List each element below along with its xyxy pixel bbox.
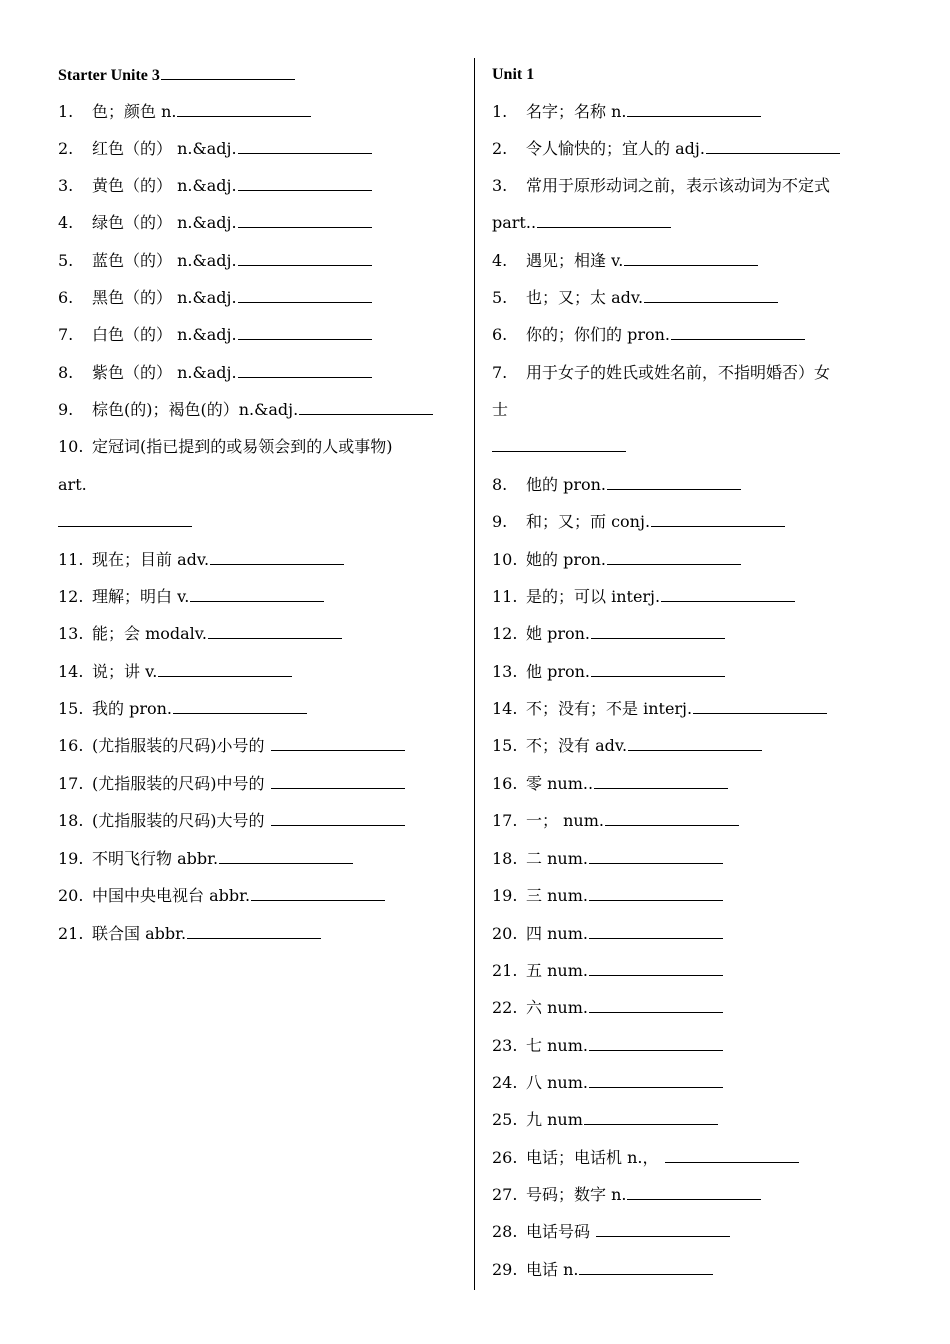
item-text: 现在；目前 adv. [92,550,210,569]
item-number: 9. [492,512,508,531]
answer-blank[interactable] [693,699,827,714]
list-item [492,512,785,532]
answer-blank[interactable] [173,699,307,714]
right-heading-text: Unit 1 [492,66,535,83]
list-item [58,811,405,831]
list-item [58,512,192,532]
list-item [492,811,739,831]
answer-blank[interactable] [210,550,344,565]
item-text: 七 num. [526,1036,588,1055]
list-item [58,139,372,159]
item-text: 黄色（的） n.&adj. [92,176,237,195]
answer-blank[interactable] [177,102,311,117]
answer-blank[interactable] [628,736,762,751]
list-item [492,400,508,420]
item-number: 27. [492,1185,518,1204]
list-item [492,998,723,1018]
answer-blank[interactable] [251,886,385,901]
answer-blank[interactable] [537,213,671,228]
answer-blank[interactable] [591,662,725,677]
item-number: 1. [492,102,508,121]
item-number: 15. [58,699,84,718]
answer-blank[interactable] [596,1222,730,1237]
item-text: (尤指服装的尺码)中号的 [92,774,270,793]
item-number: 26. [492,1148,518,1167]
answer-blank[interactable] [591,624,725,639]
item-text: 黑色（的） n.&adj. [92,288,237,307]
answer-blank[interactable] [238,288,372,303]
item-text: 红色（的） n.&adj. [92,139,237,158]
list-item [58,662,292,682]
item-text: 二 num. [526,849,588,868]
answer-blank[interactable] [665,1148,799,1163]
item-number: 10. [492,550,518,569]
item-number: 20. [58,886,84,905]
item-number: 18. [492,849,518,868]
item-text: 色；颜色 n. [92,102,177,121]
answer-blank[interactable] [644,288,778,303]
item-text: 棕色(的)；褐色(的）n.&adj. [92,400,299,419]
list-item [58,288,372,308]
list-item [58,475,87,495]
item-text: 我的 pron. [92,699,173,718]
item-number: 7. [58,325,74,344]
item-text: (尤指服装的尺码)大号的 [92,811,270,830]
list-item [492,139,840,159]
item-number: 7. [492,363,508,382]
list-item [58,849,353,869]
list-item [58,251,372,271]
answer-blank[interactable] [219,849,353,864]
answer-blank[interactable] [589,1073,723,1088]
list-item [492,587,795,607]
item-number: 6. [58,288,74,307]
item-text: 她 pron. [526,624,591,643]
item-text: 联合国 abbr. [92,924,187,943]
item-text: 不明飞行物 abbr. [92,849,219,868]
item-text: 六 num. [526,998,588,1017]
list-item [492,325,805,345]
list-item [58,587,324,607]
answer-blank[interactable] [589,961,723,976]
list-item [492,1110,718,1130]
list-item [492,1222,730,1242]
item-text: 蓝色（的） n.&adj. [92,251,237,270]
list-item [58,213,372,233]
item-text: 中国中央电视台 abbr. [92,886,251,905]
item-text: 五 num. [526,961,588,980]
item-number: 4. [58,213,74,232]
list-item [492,624,725,644]
answer-blank[interactable] [589,998,723,1013]
item-text: (尤指服装的尺码)小号的 [92,736,270,755]
answer-blank[interactable] [238,176,372,191]
item-number: 8. [58,363,74,382]
list-item [492,736,762,756]
item-number: 23. [492,1036,518,1055]
list-item [58,624,342,644]
right-heading [492,65,534,85]
item-number: 13. [492,662,518,681]
answer-blank[interactable] [187,924,321,939]
left-heading [58,65,295,85]
item-text: 紫色（的） n.&adj. [92,363,237,382]
item-text: 电话号码 [526,1222,596,1241]
item-text: 电话 n. [526,1260,579,1279]
answer-blank[interactable] [607,550,741,565]
item-text: 一； num. [526,811,604,830]
item-number: 3. [492,176,508,195]
item-number: 18. [58,811,84,830]
answer-blank[interactable] [607,475,741,490]
item-text: 定冠词(指已提到的或易领会到的人或事物) [92,437,393,456]
answer-blank[interactable] [589,924,723,939]
answer-blank[interactable] [299,400,433,415]
item-text: 她的 pron. [526,550,607,569]
list-item [492,550,741,570]
left-heading-text: Starter Unite 3 [58,67,160,84]
list-item [492,176,830,196]
list-item [492,1260,713,1280]
item-number: 16. [492,774,518,793]
list-item [58,924,321,944]
answer-blank[interactable] [492,437,626,452]
item-number: 10. [58,437,84,456]
item-text: 令人愉快的；宜人的 adj. [526,139,705,158]
item-number: 14. [492,699,518,718]
list-item [58,325,372,345]
answer-blank[interactable] [58,512,192,527]
item-number: 4. [492,251,508,270]
item-text: 八 num. [526,1073,588,1092]
list-item [492,437,626,457]
list-item [58,400,433,420]
item-text: 电话；电话机 n.， [526,1148,664,1167]
answer-blank[interactable] [605,811,739,826]
item-text: 是的；可以 interj. [526,587,661,606]
item-number: 12. [492,624,518,643]
item-text: 遇见；相逢 v. [526,251,624,270]
item-text: 他 pron. [526,662,591,681]
answer-blank[interactable] [627,1185,761,1200]
item-text: 不；没有；不是 interj. [526,699,693,718]
item-text: 士 [492,400,509,419]
answer-blank[interactable] [624,251,758,266]
list-item [492,1148,799,1168]
item-text: 能；会 modalv. [92,624,208,643]
item-number: 22. [492,998,518,1017]
item-number: 8. [492,475,508,494]
item-text: 常用于原形动词之前，表示该动词为不定式 [526,176,831,195]
list-item [492,886,723,906]
list-item [58,437,393,457]
item-text: 零 num.. [526,774,594,793]
answer-blank[interactable] [271,811,405,826]
item-text: 号码；数字 n. [526,1185,627,1204]
answer-blank[interactable] [589,849,723,864]
answer-blank[interactable] [271,736,405,751]
answer-blank[interactable] [671,325,805,340]
answer-blank[interactable] [661,587,795,602]
answer-blank[interactable] [584,1110,718,1125]
item-text: 九 num [526,1110,583,1129]
answer-blank[interactable] [158,662,292,677]
list-item [492,849,723,869]
item-number: 12. [58,587,84,606]
answer-blank[interactable] [627,102,761,117]
item-number: 15. [492,736,518,755]
list-item [58,886,385,906]
list-item [492,363,830,383]
list-item [58,774,405,794]
item-text: 四 num. [526,924,588,943]
item-text: 名字；名称 n. [526,102,627,121]
list-item [58,102,311,122]
item-text: 和；又；而 conj. [526,512,651,531]
item-number: 5. [492,288,508,307]
list-item [492,1185,761,1205]
list-item [492,774,728,794]
list-item [492,961,723,981]
list-item [58,699,307,719]
item-text: 你的；你们的 pron. [526,325,671,344]
answer-blank[interactable] [238,213,372,228]
list-item [492,1036,723,1056]
item-number: 5. [58,251,74,270]
list-item [492,1073,723,1093]
item-number: 19. [58,849,84,868]
answer-blank[interactable] [271,774,405,789]
item-text: 白色（的） n.&adj. [92,325,237,344]
item-number: 29. [492,1260,518,1279]
list-item [492,662,725,682]
item-number: 17. [58,774,84,793]
list-item [492,213,671,233]
item-text: 也；又；太 adv. [526,288,644,307]
item-number: 21. [492,961,518,980]
answer-blank[interactable] [238,325,372,340]
answer-blank[interactable] [161,65,295,80]
answer-blank[interactable] [589,886,723,901]
item-number: 11. [492,587,518,606]
column-divider [474,58,475,1290]
list-item [492,924,723,944]
list-item [492,699,827,719]
list-item [58,176,372,196]
item-number: 9. [58,400,74,419]
item-number: 1. [58,102,74,121]
item-text: art. [58,475,87,494]
item-text: 说；讲 v. [92,662,158,681]
item-number: 17. [492,811,518,830]
answer-blank[interactable] [589,1036,723,1051]
list-item [492,251,758,271]
item-number: 3. [58,176,74,195]
answer-blank[interactable] [190,587,324,602]
list-item [58,363,372,383]
item-number: 14. [58,662,84,681]
item-number: 20. [492,924,518,943]
item-number: 21. [58,924,84,943]
item-number: 28. [492,1222,518,1241]
item-text: 绿色（的） n.&adj. [92,213,237,232]
answer-blank[interactable] [579,1260,713,1275]
list-item [58,736,405,756]
list-item [58,550,344,570]
answer-blank[interactable] [238,139,372,154]
list-item [492,288,778,308]
item-text: 他的 pron. [526,475,607,494]
item-number: 16. [58,736,84,755]
item-text: part.. [492,213,537,232]
answer-blank[interactable] [594,774,728,789]
list-item [492,475,741,495]
answer-blank[interactable] [651,512,785,527]
item-number: 24. [492,1073,518,1092]
answer-blank[interactable] [706,139,840,154]
item-number: 13. [58,624,84,643]
answer-blank[interactable] [208,624,342,639]
answer-blank[interactable] [238,251,372,266]
list-item [492,102,761,122]
item-number: 11. [58,550,84,569]
item-text: 三 num. [526,886,588,905]
item-number: 2. [58,139,74,158]
item-number: 2. [492,139,508,158]
item-text: 理解；明白 v. [92,587,190,606]
item-text: 用于女子的姓氏或姓名前，不指明婚否）女 [526,363,831,382]
item-text: 不；没有 adv. [526,736,628,755]
item-number: 25. [492,1110,518,1129]
item-number: 6. [492,325,508,344]
answer-blank[interactable] [238,363,372,378]
item-number: 19. [492,886,518,905]
